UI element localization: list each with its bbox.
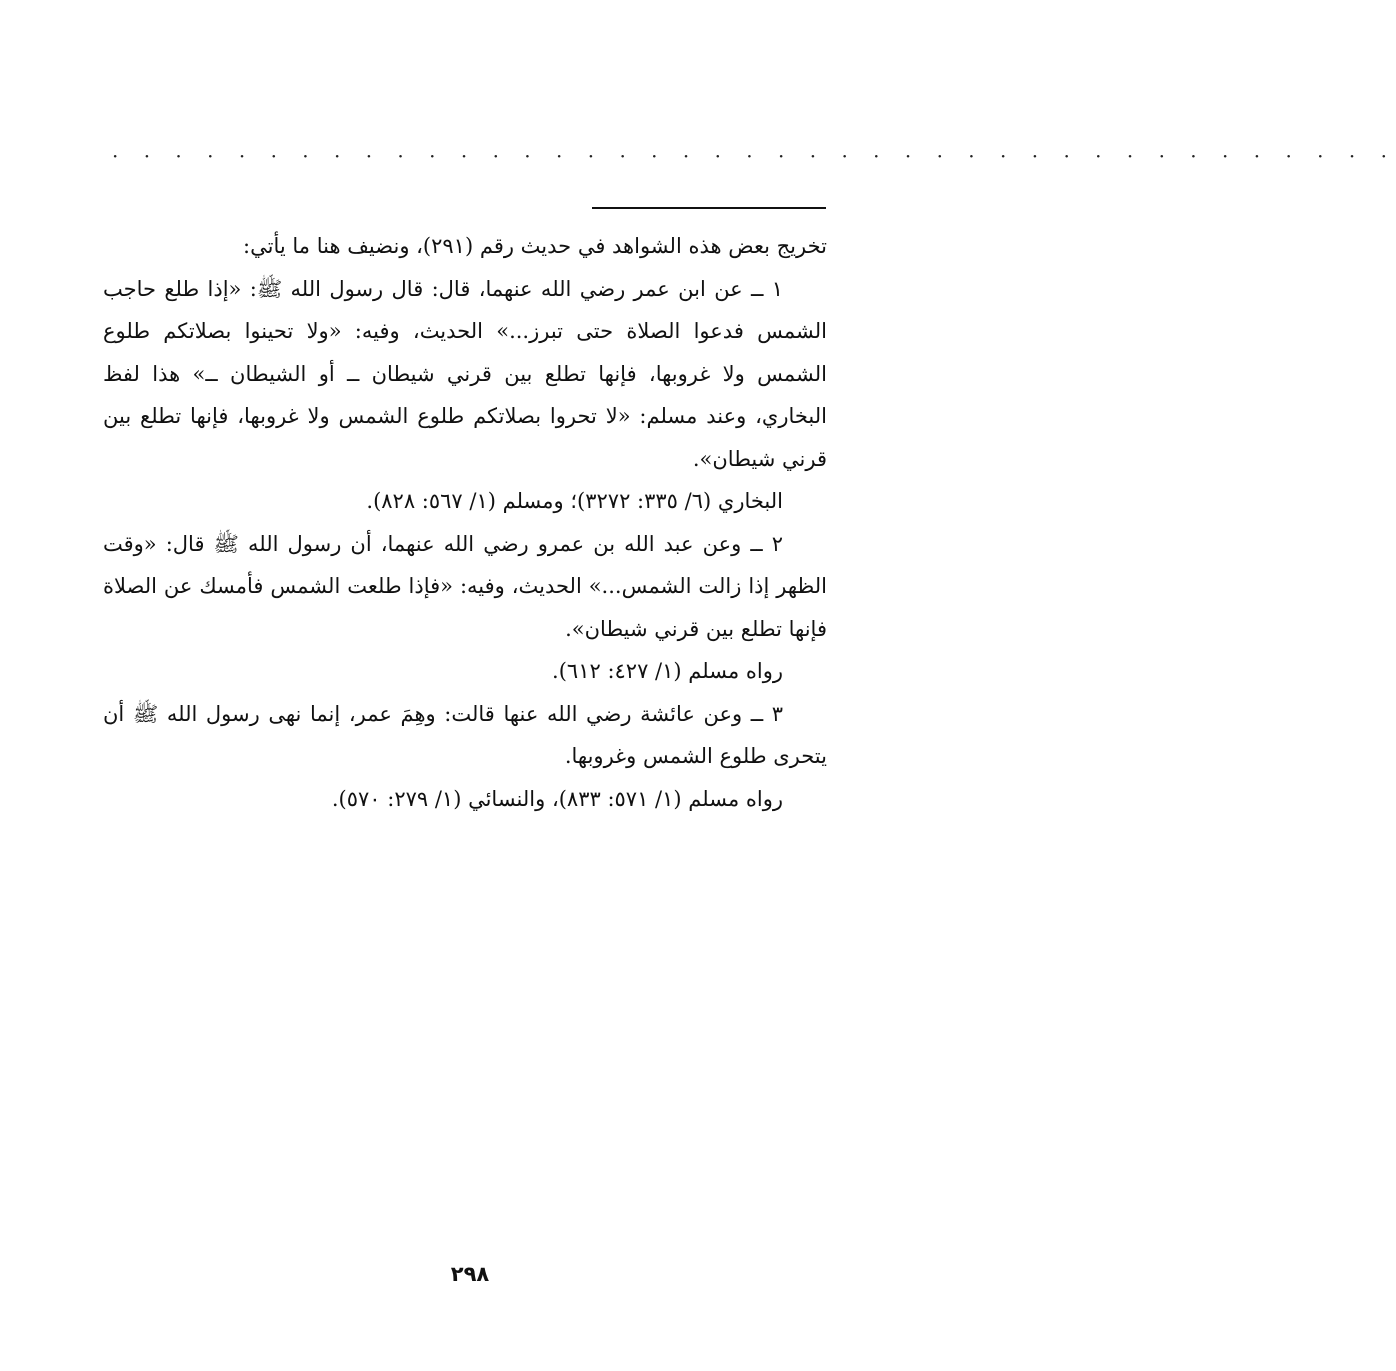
footnote-item-3-text: ٣ ــ وعن عائشة رضي الله عنها قالت: وهِمَ عمر، إنما نهى رسول الله ﷺ أن يتحرى طلوع الشمس وغروبها. — [103, 701, 827, 768]
dotted-separator: · · · · · · · · · · · · · · · · · · · · · · · · · · · · · · · · · · · · · · · · · — [112, 144, 1396, 168]
footnote-item-2-text: ٢ ــ وعن عبد الله بن عمرو رضي الله عنهما، أن رسول الله ﷺ قال: «وقت الظهر إذا زالت الشمس...» الحديث، وفيه: «فإذا طلعت الشمس فأمسك عن الصلاة فإنها تطلع بين قرني شيطان». — [103, 531, 827, 641]
footnote-item-1-source: البخاري (٦/ ٣٣٥: ٣٢٧٢)؛ ومسلم (١/ ٥٦٧: ٨٢٨). — [366, 489, 783, 513]
footnote-item-2-source: رواه مسلم (١/ ٤٢٧: ٦١٢). — [552, 659, 783, 683]
footnote-item-3-source: رواه مسلم (١/ ٥٧١: ٨٣٣)، والنسائي (١/ ٢٧٩: ٥٧٠). — [331, 786, 783, 811]
page-number: ٢٩٨ — [450, 1262, 490, 1286]
footnote-item-1-text: ١ ــ عن ابن عمر رضي الله عنهما، قال: قال رسول الله ﷺ: «إذا طلع حاجب الشمس فدعوا الصلاة حتى تبرز...» الحديث، وفيه: «ولا تحينوا بصلاتكم طلوع الشمس ولا غروبها، فإنها تطلع بين قرني شيطان ــ أو الشيطان ــ» هذا لفظ البخاري، وعند مسلم: «لا تحروا بصلاتكم طلوع الشمس ولا غروبها، فإنها تطلع بين قرني شيطان». — [103, 276, 827, 471]
footnote-divider — [592, 207, 826, 209]
footnote-intro: تخريج بعض هذه الشواهد في حديث رقم (٢٩١)، ونضيف هنا ما يأتي: — [243, 234, 827, 258]
footnotes-section — [103, 225, 827, 820]
